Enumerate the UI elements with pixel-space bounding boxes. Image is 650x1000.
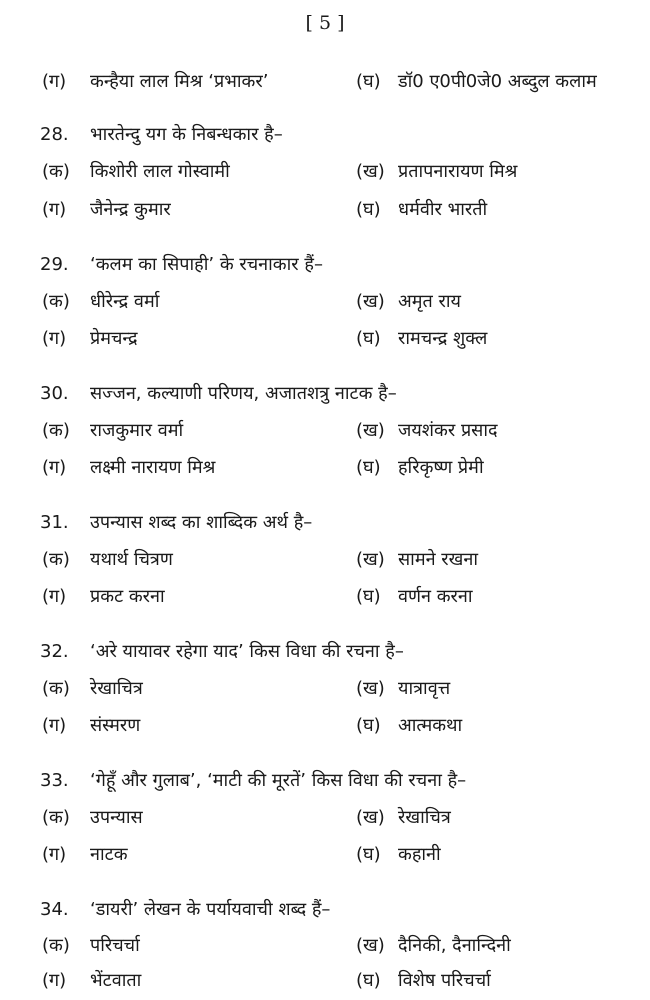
option-text: यात्रावृत्त xyxy=(398,678,451,699)
question-text: ‘डायरी’ लेखन के पर्यायवाची शब्द हैं– xyxy=(90,899,331,920)
option-row xyxy=(0,712,650,740)
option-text: कहानी xyxy=(398,844,441,865)
option-text: भेंटवाता xyxy=(90,970,142,991)
option-label: (ग) xyxy=(42,199,67,220)
option-text: प्रतापनारायण मिश्र xyxy=(398,161,518,182)
option-label: (क) xyxy=(42,161,70,182)
option-text: हरिकृष्ण प्रेमी xyxy=(398,457,484,478)
option-text: नाटक xyxy=(90,844,128,865)
option-row xyxy=(0,583,650,611)
option-row xyxy=(0,288,650,316)
option-label: (ख) xyxy=(356,420,385,441)
option-row xyxy=(0,158,650,186)
option-text: जैनेन्द्र कुमार xyxy=(90,199,171,220)
option-text: परिचर्चा xyxy=(90,935,140,956)
option-label: (घ) xyxy=(356,586,381,607)
option-row xyxy=(0,325,650,353)
option-text: सामने रखना xyxy=(398,549,479,570)
option-text: राजकुमार वर्मा xyxy=(90,420,184,441)
page-number: [ 5 ] xyxy=(305,12,345,34)
option-label: (घ) xyxy=(356,457,381,478)
question-32 xyxy=(0,638,650,666)
option-label: (घ) xyxy=(356,199,381,220)
option-text: विशेष परिचर्चा xyxy=(398,970,491,991)
option-text: किशोरी लाल गोस्वामी xyxy=(90,161,230,182)
option-label: (ख) xyxy=(356,291,385,312)
question-30 xyxy=(0,380,650,408)
question-text: ‘गेहूँ और गुलाब’, ‘माटी की मूरतें’ किस विधा की रचना है– xyxy=(90,770,467,791)
option-label: (घ) xyxy=(356,328,381,349)
option-text: प्रकट करना xyxy=(90,586,165,607)
option-text: लक्ष्मी नारायण मिश्र xyxy=(90,457,216,478)
option-text: रेखाचित्र xyxy=(398,807,451,828)
option-text: धीरेन्द्र वर्मा xyxy=(90,291,160,312)
option-row xyxy=(0,68,650,96)
option-row xyxy=(0,675,650,703)
question-text: सज्जन, कल्याणी परिणय, अजातशत्रु नाटक है– xyxy=(90,383,397,404)
option-label: (क) xyxy=(42,420,70,441)
option-label: (क) xyxy=(42,935,70,956)
option-text: रेखाचित्र xyxy=(90,678,143,699)
option-row xyxy=(0,417,650,445)
option-label: (ग) xyxy=(42,715,67,736)
option-label: (ग) xyxy=(42,457,67,478)
option-label: (ग) xyxy=(42,328,67,349)
question-34 xyxy=(0,896,650,924)
option-text: आत्मकथा xyxy=(398,715,463,736)
option-row xyxy=(0,196,650,224)
option-label: (क) xyxy=(42,807,70,828)
option-label: (घ) xyxy=(356,71,381,92)
option-text: प्रेमचन्द्र xyxy=(90,328,138,349)
option-label: (ख) xyxy=(356,807,385,828)
option-label: (क) xyxy=(42,291,70,312)
option-text: अमृत राय xyxy=(398,291,461,312)
question-text: ‘अरे यायावर रहेगा याद’ किस विधा की रचना है– xyxy=(90,641,404,662)
option-text: यथार्थ चित्रण xyxy=(90,549,173,570)
option-label: (क) xyxy=(42,678,70,699)
question-number: 34. xyxy=(40,899,69,920)
option-row xyxy=(0,804,650,832)
option-label: (ख) xyxy=(356,935,385,956)
option-row xyxy=(0,454,650,482)
option-text: धर्मवीर भारती xyxy=(398,199,488,220)
option-label: (ग) xyxy=(42,586,67,607)
option-label: (घ) xyxy=(356,970,381,991)
option-row xyxy=(0,546,650,574)
option-label: (क) xyxy=(42,549,70,570)
option-label: (ग) xyxy=(42,71,67,92)
option-text: संस्मरण xyxy=(90,715,141,736)
question-number: 31. xyxy=(40,512,69,533)
option-row xyxy=(0,932,650,960)
option-text: दैनिकी, दैनान्दिनी xyxy=(398,935,511,956)
option-row xyxy=(0,967,650,995)
option-label: (ख) xyxy=(356,161,385,182)
question-number: 33. xyxy=(40,770,69,791)
question-number: 28. xyxy=(40,124,69,145)
option-text: उपन्यास xyxy=(90,807,143,828)
option-text: वर्णन करना xyxy=(398,586,473,607)
option-text: कन्हैया लाल मिश्र ‘प्रभाकर’ xyxy=(90,71,269,92)
option-text: रामचन्द्र शुक्ल xyxy=(398,328,488,349)
option-label: (ग) xyxy=(42,970,67,991)
question-text: भारतेन्दु यग के निबन्धकार है– xyxy=(90,124,283,145)
option-row xyxy=(0,841,650,869)
option-label: (ग) xyxy=(42,844,67,865)
option-label: (घ) xyxy=(356,715,381,736)
option-label: (घ) xyxy=(356,844,381,865)
question-text: उपन्यास शब्द का शाब्दिक अर्थ है– xyxy=(90,512,313,533)
option-label: (ख) xyxy=(356,549,385,570)
question-31 xyxy=(0,509,650,537)
question-number: 30. xyxy=(40,383,69,404)
question-text: ‘कलम का सिपाही’ के रचनाकार हैं– xyxy=(90,254,323,275)
question-number: 29. xyxy=(40,254,69,275)
question-33 xyxy=(0,767,650,795)
option-text: डॉ0 ए0पी0जे0 अब्दुल कलाम xyxy=(398,71,597,92)
option-label: (ख) xyxy=(356,678,385,699)
question-number: 32. xyxy=(40,641,69,662)
question-29 xyxy=(0,251,650,279)
option-text: जयशंकर प्रसाद xyxy=(398,420,498,441)
question-28 xyxy=(0,121,650,149)
